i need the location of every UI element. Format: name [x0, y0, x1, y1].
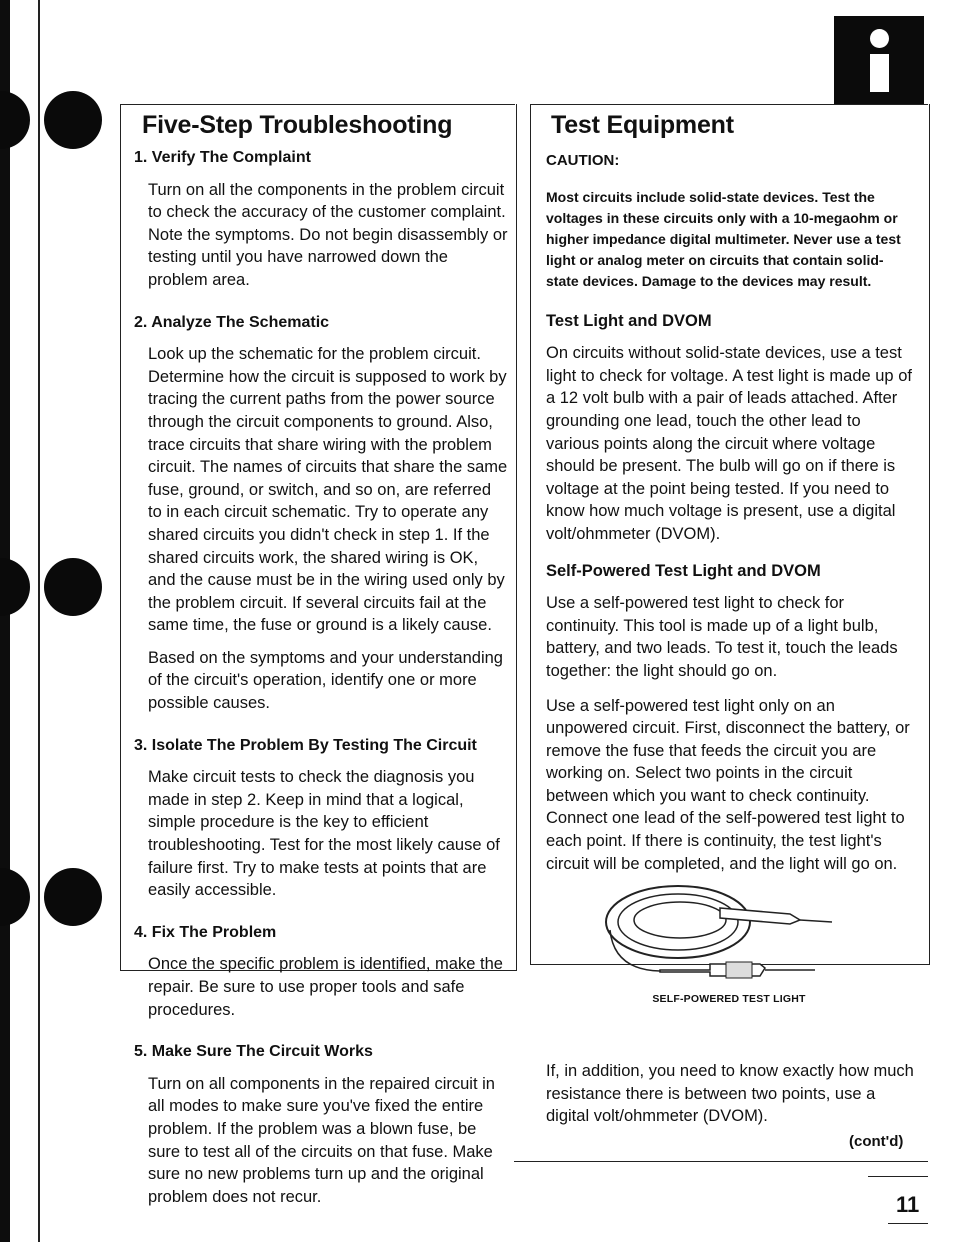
closing-paragraph	[546, 1060, 916, 1128]
section-title: Test Equipment	[545, 110, 740, 140]
step-text: Once the specific problem is identified, make the repair. Be sure to use proper tools and safe procedures.	[148, 955, 503, 1019]
section-title: Five-Step Troubleshooting	[136, 110, 458, 140]
panel-top-rule	[120, 104, 515, 105]
subsection-heading: Self-Powered Test Light and DVOM	[546, 561, 821, 580]
caution-text: Most circuits include solid-state devices. Test the voltages in these circuits only with a 10-megaohm or higher impedance digital multimeter. Never use a test light or analog meter on circuits that contain solid-state devices. Damage to the devices may result.	[546, 188, 901, 289]
punch-hole	[44, 868, 102, 926]
step-text: Turn on all components in the repaired circuit in all modes to make sure you've fixed the entire problem. If the problem was a blown fuse, be sure to test all of the circuits on that fuse. Make sure no new problems turn up and the original problem does not recur.	[148, 1074, 495, 1206]
step-heading: 1. Verify The Complaint	[134, 149, 311, 166]
step-text: Make circuit tests to check the diagnosis you made in step 2. Keep in mind that a logical, simple procedure is the key to efficient troubleshooting. Test for the most likely cause of failure first. Try to make tests at points that are easily accessible.	[148, 768, 500, 900]
panel-top-rule	[530, 104, 928, 105]
punch-hole-left	[0, 868, 30, 926]
step-4	[134, 922, 508, 1021]
self-powered-test-light-figure	[600, 880, 840, 990]
subsection-text: Use a self-powered test light only on an unpowered circuit. First, disconnect the battery, or remove the fuse that feeds the circuit you are working on. Select two points in the circuit between which you want to check continuity. Connect one lead of the self-powered test light to each point. If there is continuity, the test light's circuit will be completed, and the light will go on.	[546, 696, 910, 873]
page-number-rule	[868, 1176, 928, 1177]
page-number: 11	[896, 1192, 920, 1217]
step-heading: 4. Fix The Problem	[134, 923, 277, 941]
step-text: Look up the schematic for the problem circuit. Determine how the circuit is supposed to work by tracing the current paths from the power source through the circuit components to ground. Also, trace circuits that share wiring with the problem circuit. The names of circuits that share the same fuse, ground, or switch, and so on, are referred to in each circuit schematic. Try to operate any shared circuits you didn't check in step 1. If the shared circuits work, the shared wiring is OK, and the cause must be in the wiring used only by the problem circuit. If several circuits fail at the same time, the fuse or ground is a likely cause.	[148, 345, 508, 635]
subsection-heading: Test Light and DVOM	[546, 311, 712, 330]
punch-hole	[44, 558, 102, 616]
step-5	[134, 1041, 508, 1208]
binding-edge	[0, 0, 10, 1242]
step-text: Based on the symptoms and your understanding of the circuit's operation, identify one or more possible causes.	[148, 648, 503, 713]
figure-caption: SELF-POWERED TEST LIGHT	[652, 993, 806, 1005]
page-number-underline	[888, 1223, 928, 1224]
info-icon	[834, 16, 924, 104]
subsection-text: Use a self-powered test light to check for continuity. This tool is made up of a light bulb, battery, and two leads. To test it, touch the leads together: the light should go on.	[546, 594, 898, 680]
binding-line	[38, 0, 40, 1242]
step-heading: 3. Isolate The Problem By Testing The Circuit	[134, 736, 477, 754]
step-2	[134, 312, 508, 715]
step-heading: 2. Analyze The Schematic	[134, 313, 330, 331]
steps-column	[134, 147, 508, 1228]
step-3	[134, 735, 508, 902]
punch-hole-left	[0, 91, 30, 149]
step-heading: 5. Make Sure The Circuit Works	[134, 1043, 373, 1061]
subsection-text: On circuits without solid-state devices, use a test light to check for voltage. A test light is made up of a 12 volt bulb with a pair of leads attached. After grounding one lead, touch the other lead to various points along the circuit where voltage should be present. The bulb will go on if there is voltage at the point being tested. If you need to know how much voltage is present, use a digital volt/ohmmeter (DVOM).	[546, 344, 912, 543]
step-text: Turn on all the components in the problem circuit to check the accuracy of the customer complaint. Note the symptoms. Do not begin disassembly or testing until you have narrowed down the problem area.	[148, 180, 508, 289]
step-1	[134, 147, 508, 292]
punch-hole	[44, 91, 102, 149]
bottom-rule	[514, 1161, 928, 1162]
caution-title: CAUTION:	[546, 152, 620, 169]
closing-text: If, in addition, you need to know exactly how much resistance there is between two points, use a digital volt/ohmmeter (DVOM).	[546, 1062, 914, 1126]
equipment-column	[546, 150, 916, 887]
punch-hole-left	[0, 558, 30, 616]
continued-label: (cont'd)	[849, 1133, 904, 1150]
